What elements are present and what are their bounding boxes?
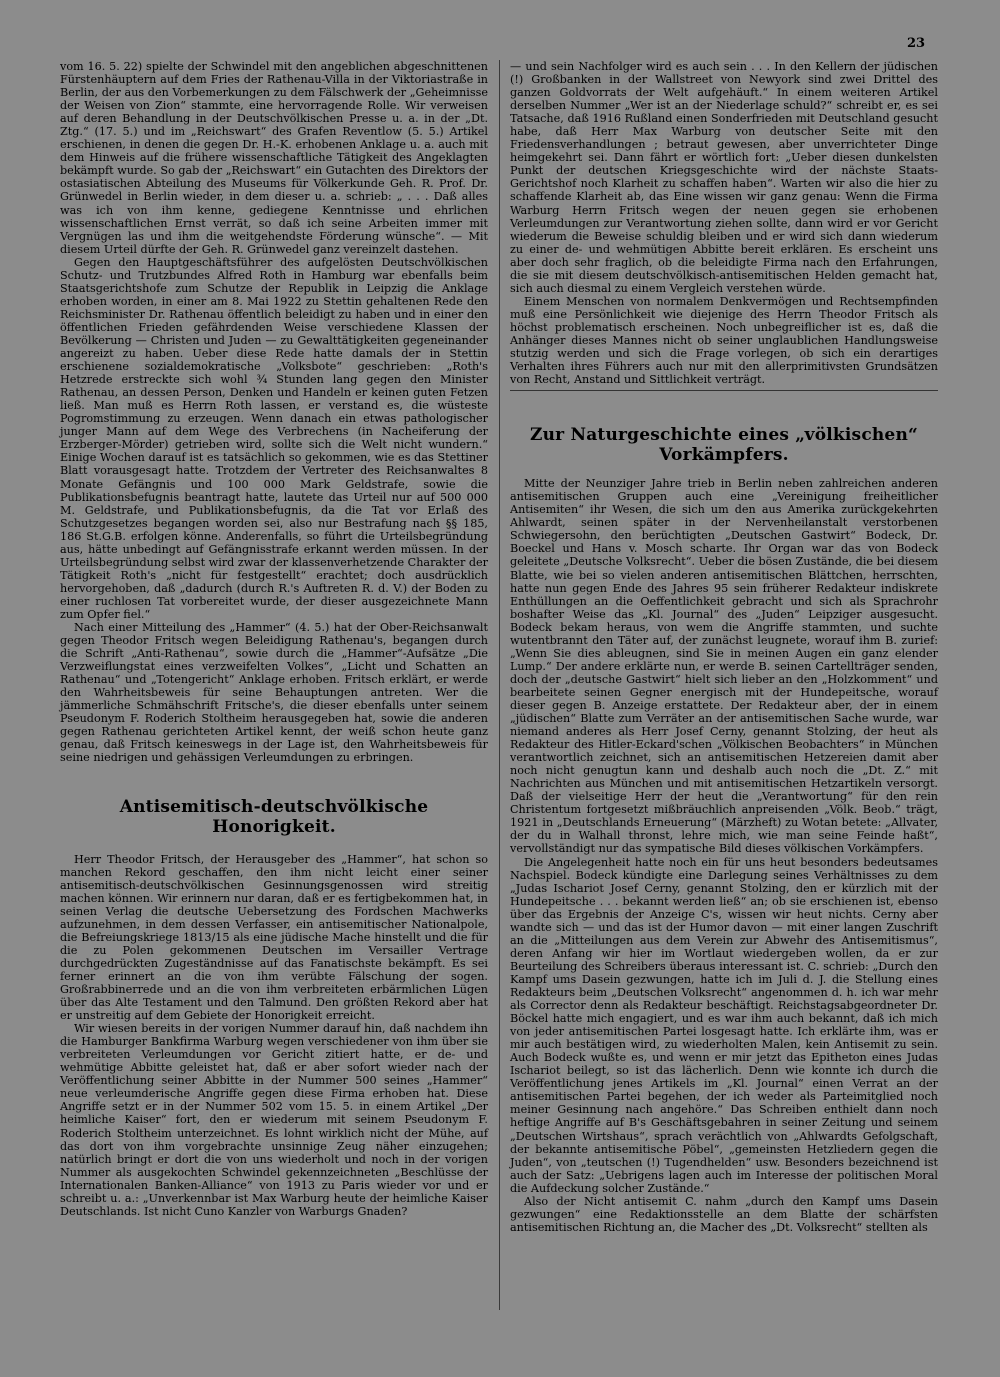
right-column xyxy=(510,60,938,1234)
paragraph: — und sein Nachfolger wird es auch sein . . . In den Kellern der jüdischen (!) Großbanken in der Wallstreet von Newyork sind zwei Drittel des ganzen Goldvorrats der Welt aufgehäuft.“ In einem weiteren Artikel derselben Nummer „Wer ist an der Niederlage schuld?“ schreibt er, es sei Tatsache, daß 1916 Rußland einen Sonderfrieden mit Deutschland gesucht habe, daß Herr Max Warburg von deutscher Seite mit den Friedensverhandlungen ; betraut gewesen, aber unverrichteter Dinge heimgekehrt sei. Dann fährt er wörtlich fort: „Ueber diesen dunkelsten Punkt der deutschen Kriegsgeschichte wird der nächste Staats-Gerichtshof noch Klarheit zu schaffen haben“. Warten wir also die hier zu schaffende Klarheit ab, das Eine wissen wir ganz genau: Wenn die Firma Warburg Herrn Fritsch wegen der neuen gegen sie erhobenen Verleumdungen zur Verantwortung ziehen sollte, dann wird er vor Gericht wiederum die Beweise schuldig bleiben und er wird sich dann wiederum zu einer de- und wehmütigen Abbitte bereit erklären. Es erscheint uns aber doch sehr fraglich, ob die beleidigte Firma nach den Erfahrungen, die sie mit diesem deutschvölkisch-antisemitischen Helden gemacht hat, sich auch diesmal zu einem Vergleich verstehen würde. xyxy=(510,60,938,295)
paragraph: Einem Menschen von normalem Denkvermögen und Rechtsempfinden muß eine Persönlichkeit wie diejenige des Herrn Theodor Fritsch als höchst problematisch erscheinen. Noch unbegreiflicher ist es, daß die Anhänger dieses Mannes nicht ob seiner unglaublichen Handlungsweise stutzig werden und sich die Frage vorlegen, ob sich ein derartiges Verhalten ihres Führers auch nur mit den allerprimitivsten Grundsätzen von Recht, Anstand und Sittlichkeit verträgt. xyxy=(510,294,938,387)
paragraph: Die Angelegenheit hatte noch ein für uns heut besonders bedeutsames Nachspiel. Bodeck kündigte eine Darlegung seines Verhältnisses zu dem „Judas Ischariot Josef Cerny, genannt Stolzing, den er kürzlich mit der Hundepeitsche . . . bekannt werden ließ“ an; ob sie erschienen ist, ebenso über das Ergebnis der Anzeige C's, wissen wir heut nichts. Cerny aber wandte sich — und das ist der Humor davon — mit einer langen Zuschrift an die „Mitteilungen aus dem Verein zur Abwehr des Antisemitismus“, deren Anfang wir hier im Wortlaut wiedergeben wollen, da er zur Beurteilung des Schreibers überaus interessant ist. C. schrieb: „Durch den Kampf ums Dasein gezwungen, hatte ich im Juli d. J. die Stellung eines Redakteurs beim „Deutschen Volksrecht“ angenommen d. h. ich war mehr als Corrector denn als Redakteur beschäftigt. Reichstagsabgeordneter Dr. Böckel hatte mich engagiert, und es war ihm auch bekannt, daß ich mich von jeder antisemitischen Partei losgesagt hatte. Ich erklärte ihm, was er mir auch bestätigen wird, zu wiederholten Malen, kein Antisemit zu sein. Auch Bodeck wußte es, und wenn er mir jetzt das Epitheton eines Judas Ischariot beilegt, so ist das lächerlich. Denn wie konnte ich durch die Veröffentlichung jenes Artikels im „Kl. Journal“ einen Verrat an der antisemitischen Partei begehen, der ich weder als Parteimitglied noch meiner Gesinnung nach angehöre.“ Das Schreiben enthielt dann noch heftige Angriffe auf B's Geschäftsgebahren in seiner Zeitung und seinem „Deutschen Wirtshaus“, sprach verächtlich von „Ahlwardts Gefolgschaft, der bekannte antisemitische Pöbel“, „gemeinsten Hetzliedern gegen die Juden“, von „teutschen (!) Tugendhelden“ usw. Besonders bezeichnend ist auch der Satz: „Uebrigens lagen auch im Interesse der politischen Moral die Aufdeckung solcher Zustände.“ xyxy=(510,855,938,1195)
section-separator xyxy=(510,390,938,391)
left-column xyxy=(60,60,488,1218)
section-heading: Zur Naturgeschichte eines „völkischen“ Vorkämpfers. xyxy=(530,425,918,466)
paragraph: Mitte der Neunziger Jahre trieb in Berlin neben zahlreichen anderen antisemitischen Gruppen auch eine „Vereinigung freiheitlicher Antisemiten“ ihr Wesen, die sich um den aus Amerika zurückgekehrten Ahlwardt, seinen später in der Nervenheilanstalt verstorbenen Schwiegersohn, den berüchtigten „Deutschen Gastwirt“ Bodeck, Dr. Boeckel und Hans v. Mosch scharte. Ihr Organ war das von Bodeck geleitete „Deutsche Volksrecht“. Ueber die bösen Zustände, die bei diesem Blatte, wie bei so vielen anderen antisemitischen Blättchen, herrschten, hatte nun gegen Ende des Jahres 95 sein früherer Redakteur indiskrete Enthüllungen an die Oeffentlichkeit gebracht und sich als Sprachrohr boshafter Weise das „Kl. Journal“ des „Juden“ Leipziger ausgesucht. Bodeck bekam heraus, von wem die Angriffe stammten, und suchte wutentbrannt den Täter auf, der zunächst leugnete, worauf ihm B. zurief: „Wenn Sie dies ableugnen, sind Sie in meinen Augen ein ganz elender Lump.“ Der andere erklärte nun, er werde B. seinen Cartellträger senden, doch der „deutsche Gastwirt“ hielt sich lieber an den „Holzkomment“ und bearbeitete seinen Gegner energisch mit der Hundepeitsche, worauf dieser gegen B. Anzeige erstattete. Der Redakteur aber, der in einem „jüdischen“ Blatte zum Verräter an der antisemitischen Sache wurde, war niemand anderes als Herr Josef Cerny, genannt Stolzing, der heut als Redakteur des Hitler-Eckard'schen „Völkischen Beobachters“ in München verantwortlich zeichnet, sich an antisemitischen Hetzereien damit aber noch nicht genugtun kann und deshalb auch noch die „Dt. Z.“ mit Nachrichten aus München und mit antisemitischen Hetzartikeln versorgt. Daß der vielseitige Herr der heut die „Verantwortung“ für den rein Christentum fortgesetzt mißbräuchlich anpreisenden „Völk. Beob.“ trägt, 1921 in „Deutschlands Erneuerung“ (Märzheft) zu Wotan betete: „Allvater, der du in Walhall thronst, lehre mich, wie man seine Feinde haßt“, vervollständigt nur das sympatische Bild dieses völkischen Vorkämpfers. xyxy=(510,477,938,856)
paragraph: vom 16. 5. 22) spielte der Schwindel mit den angeblichen abgeschnittenen Fürstenhäuptern auf dem Fries der Rathenau-Villa in der Viktoriastraße in Berlin, der aus den Vorbemerkungen zu dem Fälschwerk der „Geheimnisse der Weisen von Zion“ stammte, eine hervorragende Rolle. Wir verweisen auf deren Behandlung in der Deutschvölkischen Presse u. a. in der „Dt. Ztg.“ (17. 5.) und im „Reichswart“ des Grafen Reventlow (5. 5.) Artikel erschienen, in denen die gegen Dr. H.-K. erhobenen Anklage u. a. auch mit dem Hinweis auf die frühere wissenschaftliche Tätigkeit des Angeklagten bekämpft wurde. So gab der „Reichswart“ ein Gutachten des Direktors der ostasiatischen Abteilung des Museums für Völkerkunde Geh. R. Prof. Dr. Grünwedel in Berlin wieder, in dem dieser u. a. schrieb: „ . . . Daß alles was ich von ihm kenne, gediegene Kenntnisse und ehrlichen wissenschaftlichen Ernst verrät, so daß ich seine Arbeiten immer mit Vergnügen las und ihm die weitgehendste Förderung wünsche“. — Mit diesem Urteil dürfte der Geh. R. Grünwedel ganz vereinzelt dastehen. xyxy=(60,60,488,256)
paragraph: Herr Theodor Fritsch, der Herausgeber des „Hammer“, hat schon so manchen Rekord geschaffen, den ihm nicht leicht einer seiner antisemitisch-deutschvölkischen Gesinnungsgenossen wird streitig machen können. Wir erinnern nur daran, daß er es fertigbekommen hat, in seinen Verlag die deutsche Uebersetzung des Fordschen Machwerks aufzunehmen, in dem dessen Verfasser, ein antisemitischer Nationalpole, die Befreiungskriege 1813/15 als eine jüdische Mache hinstellt und die für die zu Polen gekommenen Deutschen im Versailler Vertrage durchgedrückten Zugeständnisse auf das Fanatischste bekämpft. Es sei ferner erinnert an die von ihm verübte Fälschung der sogen. Großrabbinerrede und an die von ihm verbreiteten erbärmlichen Lügen über das Alte Testament und den Talmund. Den größten Rekord aber hat er unstreitig auf dem Gebiete der Honorigkeit erreicht. xyxy=(60,852,488,1023)
paragraph: Nach einer Mitteilung des „Hammer“ (4. 5.) hat der Ober-Reichsanwalt gegen Theodor Fritsch wegen Beleidigung Rathenau's, begangen durch die Schrift „Anti-Rathenau“, sowie durch die „Hammer“-Aufsätze „Die Verzweiflungstat eines verzweifelten Volkes“, „Licht und Schatten an Rathenau“ und „Totengericht“ Anklage erhoben. Fritsch erklärt, er werde den Wahrheitsbeweis für seine Behauptungen antreten. Wer die jämmerliche Schmähschrift Fritsche's, die dieser ebenfalls unter seinem Pseudonym F. Roderich Stoltheim herausgegeben hat, sowie die anderen gegen Rathenau gerichteten Artikel kennt, der weiß schon heute ganz genau, daß Fritsch keineswegs in der Lage ist, den Wahrheitsbeweis für seine niedrigen und gehässigen Verleumdungen zu erbringen. xyxy=(60,621,488,765)
section-heading: Antisemitisch-deutschvölkische Honorigkeit. xyxy=(119,796,429,837)
paragraph: Also der Nicht antisemit C. nahm „durch den Kampf ums Dasein gezwungen“ eine Redaktionsstelle an dem Blatte der schärfsten antisemitischen Richtung an, die Macher des „Dt. Volksrecht“ stellten als xyxy=(510,1194,938,1234)
paragraph: Gegen den Hauptgeschäftsführer des aufgelösten Deutschvölkischen Schutz- und Trutzbundes Alfred Roth in Hamburg war ebenfalls beim Staatsgerichtshofe zum Schutze der Republik in Leipzig die Anklage erhoben worden, in einer am 8. Mai 1922 zu Stettin gehaltenen Rede den Reichsminister Dr. Rathenau öffentlich beleidigt zu haben und in einer den öffentlichen Frieden gefährdenden Weise verschiedene Klassen der Bevölkerung — Christen und Juden — zu Gewalttätigkeiten gegeneinander angereizt zu haben. Ueber diese Rede hatte damals der in Stettin erschienene sozialdemokratische „Volksbote“ geschrieben: „Roth's Hetzrede erstreckte sich wohl ¾ Stunden lang gegen den Minister Rathenau, an dessen Person, Denken und Handeln er keinen guten Fetzen ließ. Man muß es Herrn Roth lassen, er verstand es, die wüsteste Pogromstimmung zu erzeugen. Wenn danach ein etwas pathologischer junger Mann auf dem Wege des Verbrechens (in Nacheiferung der Erzberger-Mörder) getrieben wird, sollte sich die Welt nicht wundern.“ Einige Wochen darauf ist es tatsächlich so gekommen, wie es das Stettiner Blatt vorausgesagt hatte. Trotzdem der Vertreter des Reichsanwaltes 8 Monate Gefängnis und 100 000 Mark Geldstrafe, sowie die Publikationsbefugnis beantragt hatte, lautete das Urteil nur auf 500 000 M. Geldstrafe, und Publikationsbefugnis, da die Tat vor Erlaß des Schutzgesetzes begangen worden sei, also nur Bestrafung nach §§ 185, 186 St.G.B. erfolgen könne. Anderenfalls, so führt die Urteilsbegründung aus, hätte unbedingt auf Gefängnisstrafe erkannt werden müssen. In der Urteilsbegründung selbst wird zwar der klassenverhetzende Charakter der Tätigkeit Roth's „nicht für festgestellt“ erachtet; doch ausdrücklich hervorgehoben, daß „dadurch (durch R.'s Auftreten R. d. V.) der Boden zu einer ruchlosen Tat vorbereitet wurde, der dieser ausgezeichnete Mann zum Opfer fiel.“ xyxy=(60,255,489,621)
page-number: 23 xyxy=(907,36,926,51)
paragraph: Wir wiesen bereits in der vorigen Nummer darauf hin, daß nachdem ihn die Hamburger Bankfirma Warburg wegen verschiedener von ihm über sie verbreiteten Verleumdungen vor Gericht zitiert hatte, er de- und wehmütige Abbitte geleistet hat, daß er aber sofort wieder nach der Veröffentlichung seiner Abbitte in der Nummer 500 seines „Hammer“ neue verleumderische Angriffe gegen diese Firma erhoben hat. Diese Angriffe setzt er in der Nummer 502 vom 15. 5. in einem Artikel „Der heimliche Kaiser“ fort, den er wiederum mit seinem Pseudonym F. Roderich Stoltheim unterzeichnet. Es lohnt wirklich nicht der Mühe, auf das dort von ihm vorgebrachte unsinnige Zeug näher einzugehen; natürlich bringt er dort die von uns wiederholt und noch in der vorigen Nummer als ausgekochten Schwindel gekennzeichneten „Beschlüsse der Internationalen Banken-Alliance“ von 1913 zu Paris wieder vor und er schreibt u. a.: „Unverkennbar ist Max Warburg heute der heimliche Kaiser Deutschlands. Ist nicht Cuno Kanzler von Warburgs Gnaden? xyxy=(60,1022,488,1218)
column-divider xyxy=(499,60,500,1310)
